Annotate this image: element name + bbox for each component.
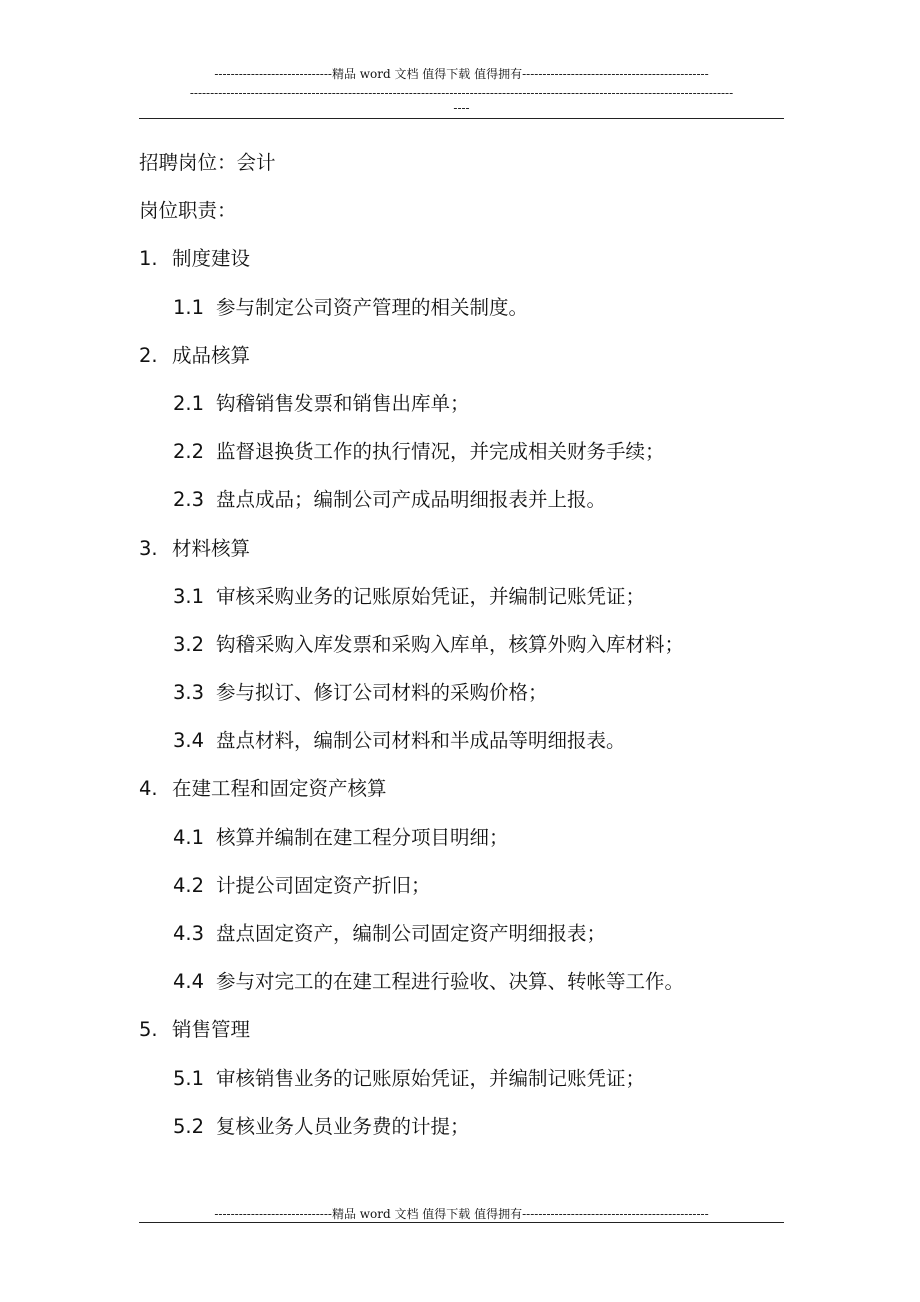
section-number: 4.	[139, 777, 158, 801]
duty-item-text: 核算并编制在建工程分项目明细；	[216, 825, 509, 849]
duty-item-text: 监督退换货工作的执行情况，并完成相关财务手续；	[216, 440, 665, 464]
duty-item-text: 计提公司固定资产折旧；	[216, 873, 431, 897]
duty-item-text: 审核销售业务的记账原始凭证，并编制记账凭证；	[216, 1066, 646, 1090]
duty-item-text: 盘点成品；编制公司产成品明细报表并上报。	[216, 488, 607, 512]
duty-item-number: 3.4	[173, 729, 205, 753]
section-title: 制度建设	[172, 247, 251, 271]
document-body	[139, 146, 784, 1158]
section-title: 在建工程和固定资产核算	[172, 777, 387, 801]
duty-item-number: 1.1	[173, 295, 205, 319]
header-dash-line: --------------------------------------------------------------------------------------------------------------------------------------	[189, 86, 734, 100]
duty-item-number: 4.2	[173, 873, 205, 897]
section-heading	[139, 339, 784, 387]
duty-item-text: 钩稽采购入库发票和采购入库单，核算外购入库材料；	[216, 632, 685, 656]
section-number: 2.	[139, 343, 158, 367]
header-banner: -----------------------------精品 word 文档 值得下载 值得拥有----------------------------------------------	[214, 67, 709, 81]
duty-item	[139, 917, 784, 965]
section-number: 3.	[139, 536, 158, 560]
footer-divider	[139, 1222, 784, 1223]
duty-item	[139, 628, 784, 676]
section-heading	[139, 532, 784, 580]
footer-banner: -----------------------------精品 word 文档 值得下载 值得拥有----------------------------------------------	[214, 1207, 709, 1221]
duties-heading: 岗位职责：	[139, 199, 237, 223]
duty-item-number: 3.2	[173, 632, 205, 656]
duty-item-number: 4.4	[173, 970, 205, 994]
duty-item-number: 2.2	[173, 440, 205, 464]
duty-sections	[139, 242, 784, 1158]
duty-item-text: 复核业务人员业务费的计提；	[216, 1114, 470, 1138]
duty-item	[139, 869, 784, 917]
duty-item	[139, 724, 784, 772]
duty-item-text: 参与制定公司资产管理的相关制度。	[216, 295, 529, 319]
duty-item-number: 5.1	[173, 1066, 205, 1090]
duty-item	[139, 483, 784, 531]
job-title: 招聘岗位：会计	[139, 151, 276, 174]
duty-item	[139, 821, 784, 869]
duty-item-text: 钩稽销售发票和销售出库单；	[216, 391, 470, 415]
header-dash-tail: ----	[453, 101, 470, 115]
duty-item-number: 2.3	[173, 488, 205, 512]
duty-item-text: 参与对完工的在建工程进行验收、决算、转帐等工作。	[216, 970, 685, 994]
duty-item	[139, 965, 784, 1013]
duty-item-text: 参与拟订、修订公司材料的采购价格；	[216, 681, 548, 705]
section-heading	[139, 772, 784, 820]
section-number: 1.	[139, 247, 158, 271]
section-heading	[139, 242, 784, 290]
duty-item	[139, 580, 784, 628]
section-number: 5.	[139, 1018, 158, 1042]
duty-item-number: 3.1	[173, 584, 205, 608]
duty-item-number: 3.3	[173, 681, 205, 705]
duty-item-number: 2.1	[173, 391, 205, 415]
duty-item-number: 5.2	[173, 1114, 205, 1138]
duty-item-text: 审核采购业务的记账原始凭证，并编制记账凭证；	[216, 584, 646, 608]
header-divider	[139, 118, 784, 119]
section-title: 成品核算	[172, 343, 251, 367]
section-title: 销售管理	[172, 1018, 251, 1042]
section-heading	[139, 1013, 784, 1061]
duty-item	[139, 387, 784, 435]
section-title: 材料核算	[172, 536, 251, 560]
duty-item-number: 4.3	[173, 922, 205, 945]
duty-item-text: 盘点材料，编制公司材料和半成品等明细报表。	[216, 729, 626, 753]
duty-item	[139, 291, 784, 339]
duty-item-text: 盘点固定资产，编制公司固定资产明细报表；	[216, 922, 607, 945]
duty-item	[139, 1110, 784, 1158]
duty-item	[139, 676, 784, 724]
duty-item	[139, 435, 784, 483]
duty-item-number: 4.1	[173, 825, 205, 849]
duty-item	[139, 1062, 784, 1110]
